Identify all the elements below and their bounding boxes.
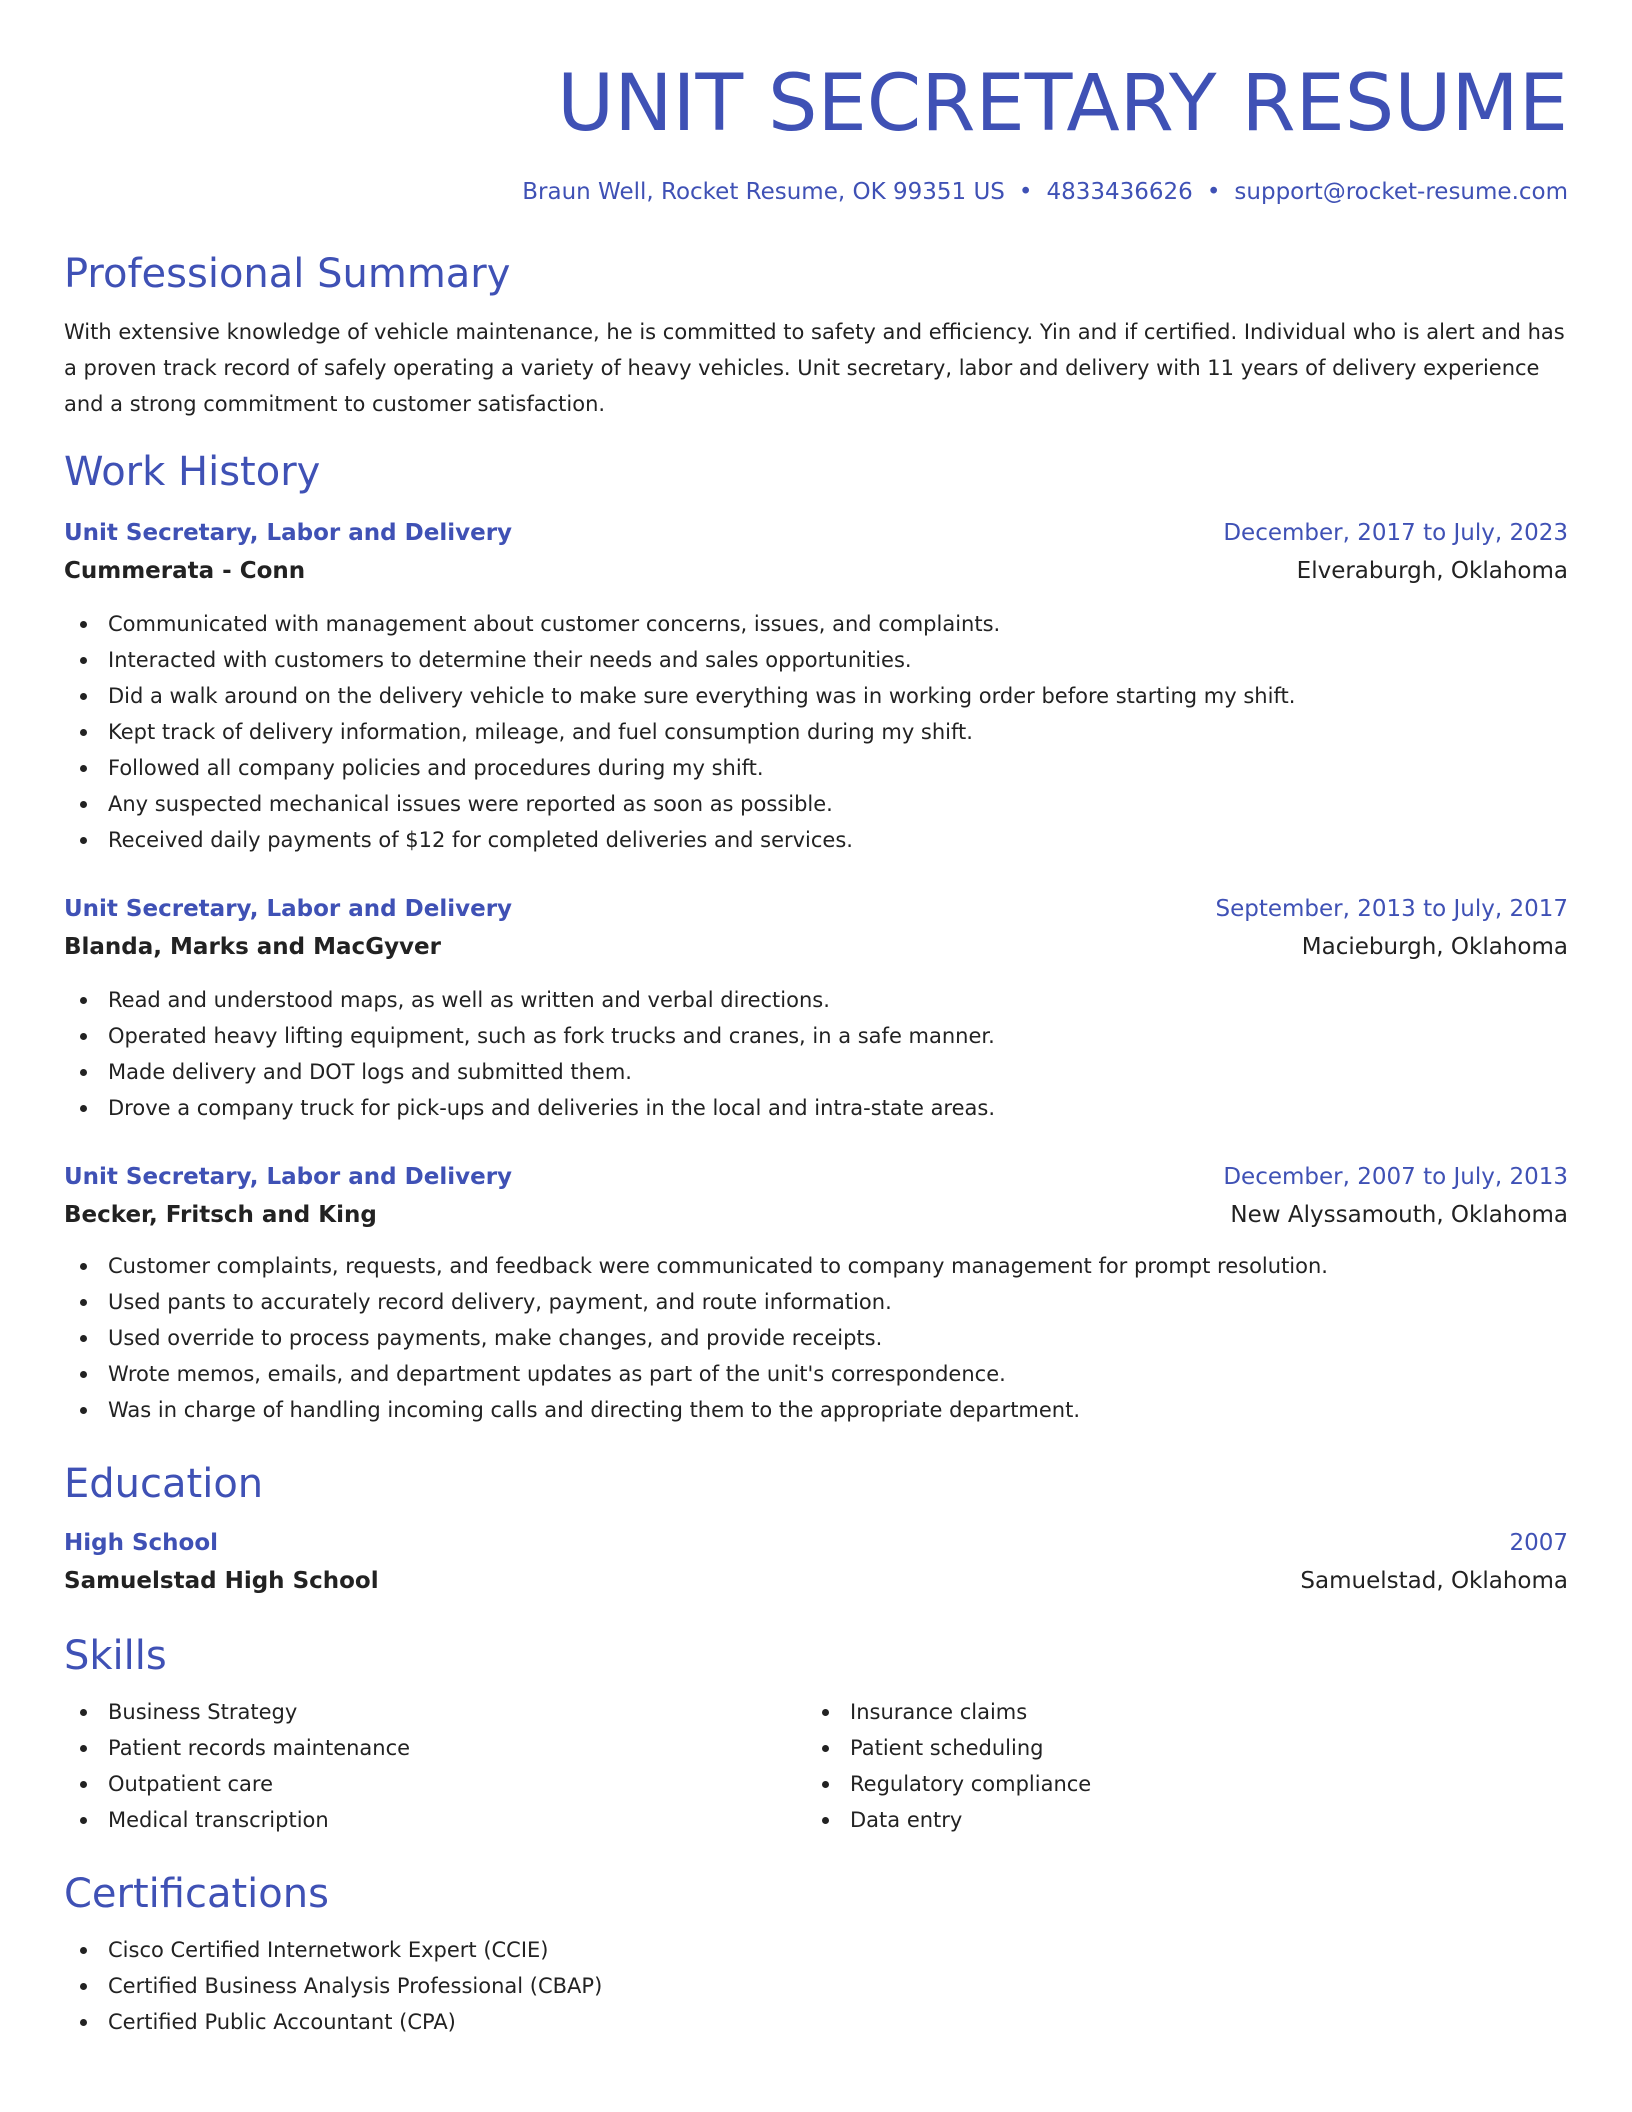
job-bullet: Wrote memos, emails, and department updates as part of the unit's correspondence. — [108, 1356, 1568, 1392]
job-bullet: Interacted with customers to determine their needs and sales opportunities. — [108, 642, 1568, 678]
education-location: Samuelstad, Oklahoma — [1300, 1568, 1568, 1594]
skills-grid — [64, 1694, 1568, 1838]
bullet-icon — [80, 2019, 87, 2026]
contact-address: Braun Well, Rocket Resume, OK 99351 US — [522, 179, 1005, 205]
certification-item: Certified Business Analysis Professional (CBAP) — [108, 1968, 1568, 2004]
job-company: Cummerata - Conn — [64, 558, 306, 584]
job-location: Macieburgh, Oklahoma — [1301, 934, 1568, 960]
bullet-icon — [80, 801, 87, 808]
job-bullet: Followed all company policies and procedures during my shift. — [108, 750, 1568, 786]
bullet-icon — [822, 1745, 829, 1752]
contact-email[interactable]: support@rocket-resume.com — [1234, 179, 1568, 205]
bullet-icon — [80, 1407, 87, 1414]
contact-phone: 4833436626 — [1046, 179, 1193, 205]
bullet-icon — [822, 1709, 829, 1716]
education-entry — [64, 1524, 1568, 1600]
skills-list — [806, 1694, 1548, 1838]
job-title: Unit Secretary, Labor and Delivery — [64, 896, 513, 922]
bullet-icon — [80, 1781, 87, 1788]
bullet-icon — [80, 693, 87, 700]
skill-item: Business Strategy — [108, 1694, 806, 1730]
job-bullet: Any suspected mechanical issues were reported as soon as possible. — [108, 786, 1568, 822]
education-section — [64, 1456, 1568, 1600]
job-bullets — [64, 982, 1568, 1126]
education-header-row — [64, 1524, 1568, 1562]
skills-column-left — [64, 1694, 806, 1838]
summary-section — [64, 246, 1568, 422]
skill-item: Data entry — [850, 1802, 1548, 1838]
bullet-icon — [80, 1033, 87, 1040]
job-bullet: Operated heavy lifting equipment, such as fork trucks and cranes, in a safe manner. — [108, 1018, 1568, 1054]
job-entry — [64, 514, 1568, 858]
job-bullet: Read and understood maps, as well as written and verbal directions. — [108, 982, 1568, 1018]
skill-item: Regulatory compliance — [850, 1766, 1548, 1802]
skills-heading: Skills — [64, 1633, 167, 1679]
job-company: Blanda, Marks and MacGyver — [64, 934, 441, 960]
job-bullet: Communicated with management about customer concerns, issues, and complaints. — [108, 606, 1568, 642]
bullet-icon — [80, 765, 87, 772]
education-school: Samuelstad High School — [64, 1568, 379, 1594]
job-company-row — [64, 552, 1568, 590]
job-bullets — [64, 1248, 1568, 1428]
education-degree: High School — [64, 1530, 219, 1556]
skills-list — [64, 1694, 806, 1838]
education-year: 2007 — [1509, 1530, 1568, 1556]
bullet-icon — [80, 1709, 87, 1716]
bullet-icon — [80, 1745, 87, 1752]
job-company: Becker, Fritsch and King — [64, 1202, 377, 1228]
job-header-row — [64, 890, 1568, 928]
job-title: Unit Secretary, Labor and Delivery — [64, 1164, 513, 1190]
bullet-icon — [80, 1947, 87, 1954]
education-heading: Education — [64, 1461, 264, 1507]
education-school-row — [64, 1562, 1568, 1600]
job-bullet: Used override to process payments, make changes, and provide receipts. — [108, 1320, 1568, 1356]
job-entry — [64, 890, 1568, 1126]
job-location: Elveraburgh, Oklahoma — [1296, 558, 1568, 584]
job-location: New Alyssamouth, Oklahoma — [1230, 1202, 1568, 1228]
job-bullets — [64, 606, 1568, 858]
job-dates: December, 2017 to July, 2023 — [1223, 520, 1568, 546]
summary-text: With extensive knowledge of vehicle maintenance, he is committed to safety and efficiency. Yin and if certified. Individual who is alert and has a proven track record of safely operating a variety of heavy vehicles. Unit secretary, labor and delivery with 11 years of delivery experience and a strong commitment to customer satisfaction. — [64, 320, 1565, 416]
job-bullet: Made delivery and DOT logs and submitted them. — [108, 1054, 1568, 1090]
job-bullet: Received daily payments of $12 for completed deliveries and services. — [108, 822, 1568, 858]
job-bullet: Did a walk around on the delivery vehicle to make sure everything was in working order before starting my shift. — [108, 678, 1568, 714]
job-dates: December, 2007 to July, 2013 — [1223, 1164, 1568, 1190]
bullet-icon — [80, 837, 87, 844]
bullet-icon — [80, 729, 87, 736]
job-dates: September, 2013 to July, 2017 — [1215, 896, 1568, 922]
job-company-row — [64, 1196, 1568, 1234]
certification-item: Certified Public Accountant (CPA) — [108, 2004, 1568, 2040]
skills-column-right — [806, 1694, 1548, 1838]
certifications-section — [64, 1866, 1568, 2040]
work-history-heading: Work History — [64, 449, 321, 495]
job-company-row — [64, 928, 1568, 966]
bullet-icon — [80, 1371, 87, 1378]
job-title: Unit Secretary, Labor and Delivery — [64, 520, 513, 546]
bullet-icon — [822, 1781, 829, 1788]
job-bullet: Customer complaints, requests, and feedback were communicated to company management for prompt resolution. — [108, 1248, 1568, 1284]
job-entry — [64, 1158, 1568, 1428]
bullet-icon — [80, 997, 87, 1004]
bullet-icon — [80, 1069, 87, 1076]
bullet-icon — [80, 1983, 87, 1990]
resume-title: UNIT SECRETARY RESUME — [557, 59, 1568, 149]
bullet-icon — [80, 1263, 87, 1270]
job-bullet: Drove a company truck for pick-ups and deliveries in the local and intra-state areas. — [108, 1090, 1568, 1126]
certifications-heading: Certifications — [64, 1871, 329, 1917]
skill-item: Insurance claims — [850, 1694, 1548, 1730]
job-bullet: Was in charge of handling incoming calls and directing them to the appropriate department. — [108, 1392, 1568, 1428]
summary-heading: Professional Summary — [64, 251, 511, 297]
bullet-icon — [80, 1335, 87, 1342]
job-bullet: Kept track of delivery information, mileage, and fuel consumption during my shift. — [108, 714, 1568, 750]
skill-item: Medical transcription — [108, 1802, 806, 1838]
work-history-section — [64, 444, 1568, 1428]
contact-separator: • — [1018, 179, 1033, 205]
skills-section — [64, 1628, 1568, 1838]
resume-page — [64, 0, 1568, 2040]
job-header-row — [64, 1158, 1568, 1196]
bullet-icon — [80, 621, 87, 628]
bullet-icon — [80, 1105, 87, 1112]
bullet-icon — [80, 1817, 87, 1824]
skill-item: Patient records maintenance — [108, 1730, 806, 1766]
skill-item: Outpatient care — [108, 1766, 806, 1802]
contact-line — [64, 172, 1568, 212]
job-header-row — [64, 514, 1568, 552]
certifications-list — [64, 1932, 1568, 2040]
bullet-icon — [80, 1299, 87, 1306]
bullet-icon — [822, 1817, 829, 1824]
contact-separator: • — [1206, 179, 1221, 205]
certification-item: Cisco Certified Internetwork Expert (CCIE) — [108, 1932, 1568, 1968]
job-bullet: Used pants to accurately record delivery, payment, and route information. — [108, 1284, 1568, 1320]
skill-item: Patient scheduling — [850, 1730, 1548, 1766]
resume-header — [64, 0, 1568, 212]
bullet-icon — [80, 657, 87, 664]
